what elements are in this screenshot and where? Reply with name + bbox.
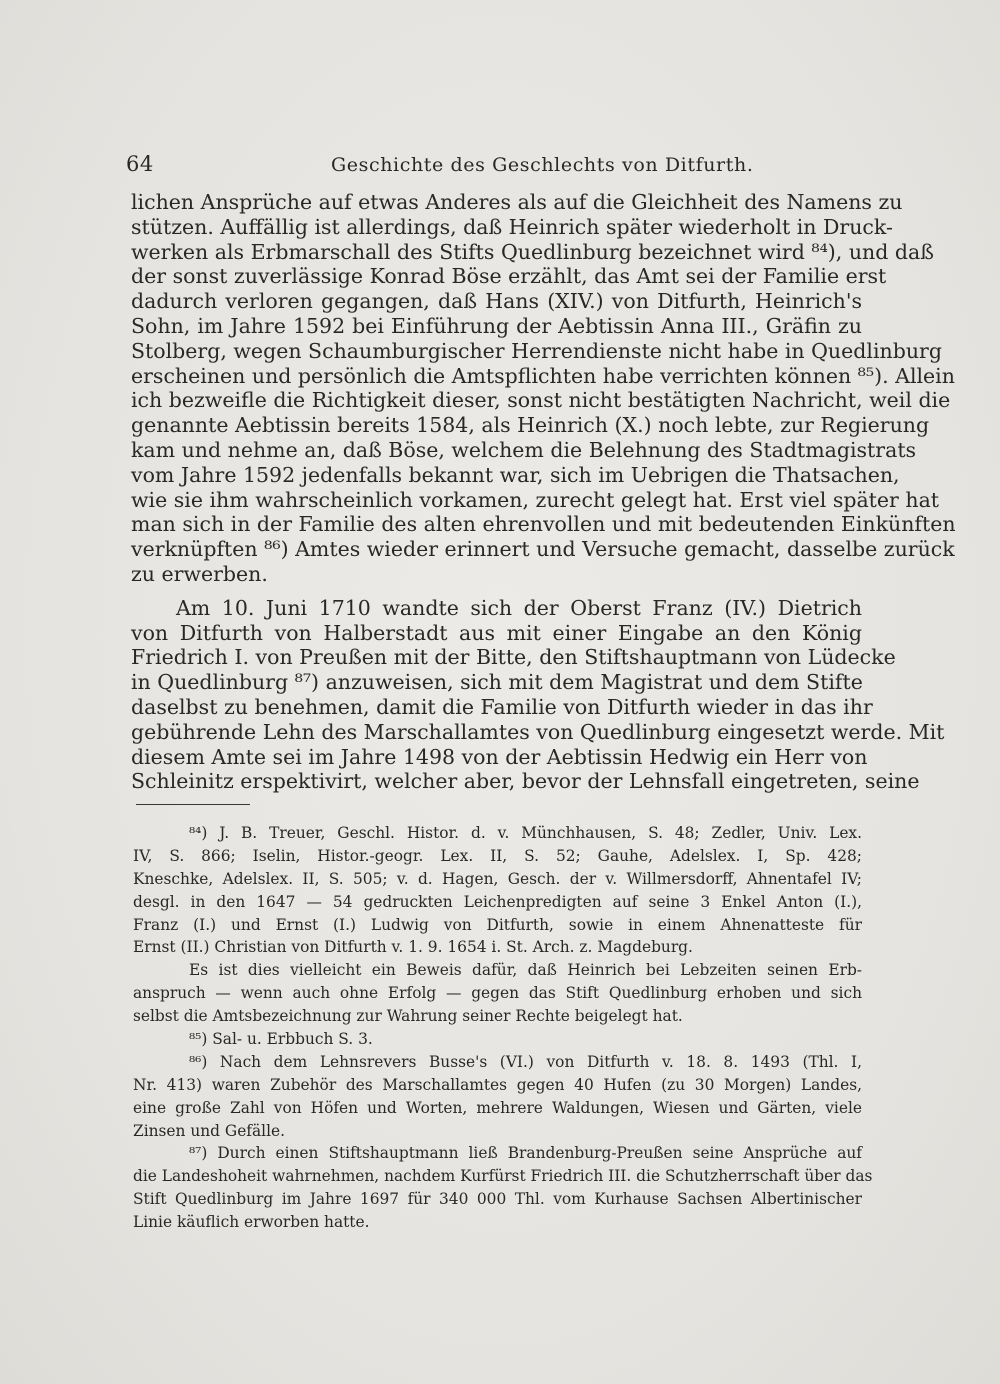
text-line: der sonst zuverlässige Konrad Böse erzählt, das Amt sei der Familie erst bbox=[131, 264, 887, 289]
text-line: von Ditfurth von Halberstadt aus mit einer Eingabe an den König bbox=[131, 620, 862, 645]
footnote-line: IV, S. 866; Iselin, Histor.-geogr. Lex. II, S. 52; Gauhe, Adelslex. I, Sp. 428; bbox=[133, 846, 862, 865]
page-number: 64 bbox=[126, 152, 154, 176]
footnote-line: Franz (I.) und Ernst (I.) Ludwig von Ditfurth, sowie in einem Ahnenatteste für bbox=[133, 915, 862, 934]
paragraph-gap bbox=[131, 587, 862, 596]
footnote-line: ⁸⁶) Nach dem Lehnsrevers Busse's (VI.) von Ditfurth v. 18. 8. 1493 (Thl. I, bbox=[189, 1052, 862, 1071]
footnote-line: ⁸⁵) Sal- u. Erbbuch S. 3. bbox=[189, 1030, 373, 1049]
footnote-line: ⁸⁴) J. B. Treuer, Geschl. Histor. d. v. Münchhausen, S. 48; Zedler, Univ. Lex. bbox=[189, 824, 862, 842]
footnote-line: Ernst (II.) Christian von Ditfurth v. 1. 9. 1654 i. St. Arch. z. Magdeburg. bbox=[133, 938, 693, 957]
text-line: Schleinitz erspektivirt, welcher aber, bevor der Lehnsfall eingetreten, seine bbox=[131, 769, 920, 794]
footnote-86 bbox=[133, 1051, 862, 1143]
footnote-line: Zinsen und Gefälle. bbox=[133, 1121, 286, 1140]
text-line: genannte Aebtissin bereits 1584, als Heinrich (X.) noch lebte, zur Regierung bbox=[131, 413, 930, 438]
text-line: Sohn, im Jahre 1592 bei Einführung der Aebtissin Anna III., Gräfin zu bbox=[131, 313, 862, 338]
text-line: wie sie ihm wahrscheinlich vorkamen, zurecht gelegt hat. Erst viel später hat bbox=[131, 487, 940, 512]
footnote-separator bbox=[136, 804, 250, 805]
text-line: zu erwerben. bbox=[131, 561, 268, 586]
text-line: dadurch verloren gegangen, daß Hans (XIV.) von Ditfurth, Heinrich's bbox=[131, 289, 862, 314]
text-line: verknüpften ⁸⁶) Amtes wieder erinnert und Versuche gemacht, dasselbe zurück bbox=[131, 537, 955, 562]
text-line: diesem Amte sei im Jahre 1498 von der Aebtissin Hedwig ein Herr von bbox=[131, 744, 868, 769]
text-line: ich bezweifle die Richtigkeit dieser, sonst nicht bestätigten Nachricht, weil die bbox=[131, 388, 951, 413]
footnote-85 bbox=[133, 1028, 862, 1051]
footnote-line: Kneschke, Adelslex. II, S. 505; v. d. Hagen, Gesch. der v. Willmersdorff, Ahnentafel IV; bbox=[133, 869, 862, 888]
footnote-line: Stift Quedlinburg im Jahre 1697 für 340 000 Thl. vom Kurhause Sachsen Albertinischer bbox=[133, 1190, 862, 1209]
footnote-line: die Landeshoheit wahrnehmen, nachdem Kurfürst Friedrich III. die Schutzherrschaft über das bbox=[133, 1167, 873, 1186]
page-header bbox=[126, 152, 866, 186]
footnote-line: desgl. in den 1647 — 54 gedruckten Leichenpredigten auf seine 3 Enkel Anton (I.), bbox=[133, 892, 862, 911]
footnote-line: Nr. 413) waren Zubehör des Marschallamtes gegen 40 Hufen (zu 30 Morgen) Landes, bbox=[133, 1075, 862, 1094]
paragraph bbox=[131, 190, 956, 587]
running-head: Geschichte des Geschlechts von Ditfurth. bbox=[331, 154, 754, 176]
text-line: werken als Erbmarschall des Stifts Quedlinburg bezeichnet wird ⁸⁴), und daß bbox=[131, 239, 934, 264]
text-line: Am 10. Juni 1710 wandte sich der Oberst Franz (IV.) Dietrich bbox=[176, 595, 862, 620]
text-line: daselbst zu benehmen, damit die Familie von Ditfurth wieder in das ihr bbox=[131, 694, 873, 719]
text-line: man sich in der Familie des alten ehrenvollen und mit bedeutenden Einkünften bbox=[131, 512, 956, 537]
text-line: Friedrich I. von Preußen mit der Bitte, den Stiftshauptmann von Lüdecke bbox=[131, 645, 896, 670]
footnote-line: selbst die Amtsbezeichnung zur Wahrung seiner Rechte beigelegt hat. bbox=[133, 1007, 683, 1026]
text-line: vom Jahre 1592 jedenfalls bekannt war, sich im Uebrigen die Thatsachen, bbox=[131, 462, 900, 487]
footnote-line: Linie käuflich erworben hatte. bbox=[133, 1213, 370, 1232]
footnote-line: eine große Zahl von Höfen und Worten, mehrere Waldungen, Wiesen und Gärten, viele bbox=[133, 1098, 862, 1117]
footnote-84 bbox=[133, 822, 862, 959]
text-line: gebührende Lehn des Marschallamtes von Quedlinburg eingesetzt werde. Mit bbox=[131, 719, 945, 744]
footnote-line: ⁸⁷) Durch einen Stiftshauptmann ließ Brandenburg-Preußen seine Ansprüche auf bbox=[189, 1144, 862, 1163]
footnote-87 bbox=[133, 1142, 873, 1234]
footnotes bbox=[133, 822, 873, 1234]
text-line: in Quedlinburg ⁸⁷) anzuweisen, sich mit dem Magistrat und dem Stifte bbox=[131, 670, 863, 695]
paragraph bbox=[131, 595, 945, 794]
text-line: Stolberg, wegen Schaumburgischer Herrendienste nicht habe in Quedlinburg bbox=[131, 338, 942, 363]
text-line: kam und nehme an, daß Böse, welchem die Belehnung des Stadtmagistrats bbox=[131, 437, 917, 462]
text-line: erscheinen und persönlich die Amtspflichten habe verrichten können ⁸⁵). Allein bbox=[131, 363, 955, 388]
body-text bbox=[131, 190, 956, 794]
footnote-84-continued bbox=[133, 959, 862, 1028]
text-line: stützen. Auffällig ist allerdings, daß Heinrich später wiederholt in Druck- bbox=[131, 214, 893, 239]
footnote-line: anspruch — wenn auch ohne Erfolg — gegen das Stift Quedlinburg erhoben und sich bbox=[133, 984, 862, 1003]
footnote-line: Es ist dies vielleicht ein Beweis dafür, daß Heinrich bei Lebzeiten seinen Erb- bbox=[189, 961, 862, 980]
text-line: lichen Ansprüche auf etwas Anderes als auf die Gleichheit des Namens zu bbox=[131, 190, 903, 214]
